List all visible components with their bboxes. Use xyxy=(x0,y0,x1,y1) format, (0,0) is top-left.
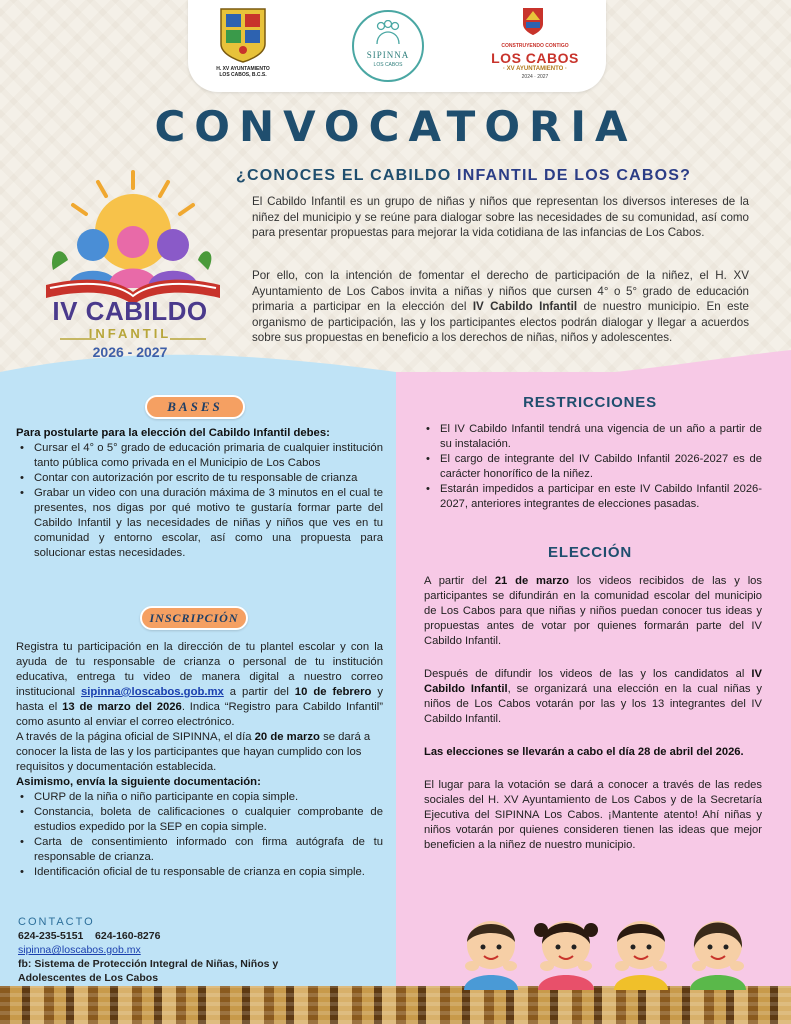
inscripcion-paragraph-1: Registra tu participación en la dirección de tu plantel escolar y con la ayuda de tu responsable de crianza o personal de tu institución educativa, entrega tu video de manera digital a nuestro correo institucional sipinna@loscabos.gob.mx a partir del 10 de febrero y hasta el 13 de marzo del 2026. Indica “Registro para Cabildo Infantil” como asunto al enviar el correo electrónico. xyxy=(16,641,383,728)
email-link[interactable]: sipinna@loscabos.gob.mx xyxy=(81,686,224,698)
cabos-years: 2024 · 2027 xyxy=(521,74,549,80)
contact-heading: CONTACTO xyxy=(18,916,95,928)
eleccion-heading: ELECCIÓN xyxy=(548,544,632,561)
list-item: • Estarán impedidos a participar en este IV Cabildo Infantil 2026-2027, anteriores integrantes de elecciones pasadas. xyxy=(424,482,762,512)
restricciones-heading: RESTRICCIONES xyxy=(523,394,657,411)
eleccion-paragraph-4: El lugar para la votación se dará a conocer a través de las redes sociales del H. XV Ayuntamiento de Los Cabos y de la Secretaría Ejecutiva del SIPINNA Los Cabos. ¡Mantente atento! Ahí niñas y niños votarán por quienes consideren tienen las ideas que mejor beneficien a la niñez de nuestro municipio. xyxy=(424,779,762,851)
list-item: • Identificación oficial de tu responsable de crianza en copia simple. xyxy=(16,865,383,880)
page-title: CONVOCATORIA xyxy=(154,102,637,151)
list-item: • Constancia, boleta de calificaciones o cualquier comprobante de estudios expedido por la SEP en copia simple. xyxy=(16,805,383,835)
list-item: • El IV Cabildo Infantil tendrá una vigencia de un año a partir de su instalación. xyxy=(424,422,762,452)
contact-facebook-1: fb: Sistema de Protección Integral de Niñas, Niños y xyxy=(18,958,279,970)
bases-badge: BASES xyxy=(145,395,245,419)
list-item: • Contar con autorización por escrito de tu responsable de crianza xyxy=(16,471,383,486)
contact-email-link[interactable]: sipinna@loscabos.gob.mx xyxy=(18,944,141,956)
restricciones-section xyxy=(424,422,762,512)
bases-section xyxy=(16,426,383,561)
inscripcion-paragraph-2: A través de la página oficial de SIPINNA, el día 20 de marzo se dará a conocer la lista de las y los participantes que hayan cumplido con los requisitos y documentación establecida. xyxy=(16,731,371,773)
list-item: • Carta de consentimiento informado con firma autógrafa de tu responsable de crianza. xyxy=(16,835,383,865)
sipinna-name: SIPINNA xyxy=(366,50,410,60)
los-cabos-emblem-icon xyxy=(521,6,545,36)
cabos-name: LOS CABOS xyxy=(491,50,579,66)
contact-phones: 624-235-5151 624-160-8276 xyxy=(18,930,161,942)
intro-paragraph-2: Por ello, con la intención de fomentar el derecho de participación de la niñez, el H. XV Ayuntamiento de Los Cabos invita a niñas y niños que cursen 4° o 5° grado de educación primaria a participar en la elección del IV Cabildo Infantil de nuestro municipio. En este organismo de participación, las y los participantes electos podrán dialogar y llegar a acuerdos sobre sus propuestas en beneficio a los derechos de niñas, niños y adolescentes. xyxy=(252,269,749,345)
intro-question: ¿CONOCES EL CABILDO INFANTIL DE LOS CABOS? xyxy=(236,167,692,184)
cabildo-logo-years: 2026 - 2027 xyxy=(92,344,168,360)
sipinna-figures-icon xyxy=(374,20,402,46)
list-item: • CURP de la niña o niño participante en copia simple. xyxy=(16,790,383,805)
eleccion-paragraph-2: Después de difundir los videos de las y los candidatos al IV Cabildo Infantil, se organizará una elección en la cual niñas y niños de Los Cabos votarán por las y los 13 integrantes del IV Cabildo Infantil. xyxy=(424,668,762,725)
inscripcion-section xyxy=(16,640,383,880)
cabos-slogan: CONSTRUYENDO CONTIGO xyxy=(501,43,569,49)
docs-list xyxy=(16,790,383,880)
eleccion-paragraph-3: Las elecciones se llevarán a cabo el día 28 de abril del 2026. xyxy=(424,746,744,758)
contact-facebook-2: Adolescentes de Los Cabos xyxy=(18,972,159,984)
intro-paragraph-1: El Cabildo Infantil es un grupo de niñas y niños que representan los diversos intereses de la niñez del municipio y se reúne para dialogar sobre las necesidades de su comunidad, así como para presentar propuestas para mejorar la vida cotidiana de las infancias de Los Cabos. xyxy=(252,195,749,240)
children-illustration xyxy=(456,900,756,990)
list-item: • Cursar el 4° o 5° grado de educación primaria de cualquier institución tanto pública como privada en el Municipio de Los Cabos xyxy=(16,441,383,471)
contact-email xyxy=(18,944,141,957)
list-item: • El cargo de integrante del IV Cabildo Infantil 2026-2027 es de carácter honorífico de la niñez. xyxy=(424,452,762,482)
cabos-ayuntamiento: · XV AYUNTAMIENTO · xyxy=(502,66,567,72)
bases-lead: Para postularte para la elección del Cabildo Infantil debes: xyxy=(16,427,330,439)
footer-pattern-band xyxy=(0,986,791,1024)
crest-caption: H. XV AYUNTAMIENTO LOS CABOS, B.C.S. xyxy=(216,66,270,78)
cabildo-logo-title: IV CABILDO xyxy=(52,296,208,326)
cabildo-logo-subtitle: INFANTIL xyxy=(88,326,172,341)
bases-list xyxy=(16,441,383,561)
restricciones-list xyxy=(424,422,762,512)
inscripcion-badge: INSCRIPCIÓN xyxy=(140,606,248,630)
docs-lead: Asimismo, envía la siguiente documentación: xyxy=(16,776,261,788)
eleccion-section xyxy=(424,574,762,853)
sipinna-subtitle: LOS CABOS xyxy=(373,62,403,68)
list-item: • Grabar un video con una duración máxima de 3 minutos en el cual te presentes, nos digas por qué motivo te gustaría formar parte del Cabildo Infantil y las necesidades de niñas y niños que ves en tu comunidad y entorno escolar, así como una propuesta para solucionar estas necesidades. xyxy=(16,486,383,561)
municipal-crest-icon xyxy=(218,6,268,64)
eleccion-paragraph-1: A partir del 21 de marzo los videos recibidos de las y los participantes se difundirán en la comunidad escolar del municipio de Los Cabos para que niñas y niños puedan conocer tus ideas y propuestas antes de votar por quienes formarán parte del IV Cabildo Infantil. xyxy=(424,575,762,647)
